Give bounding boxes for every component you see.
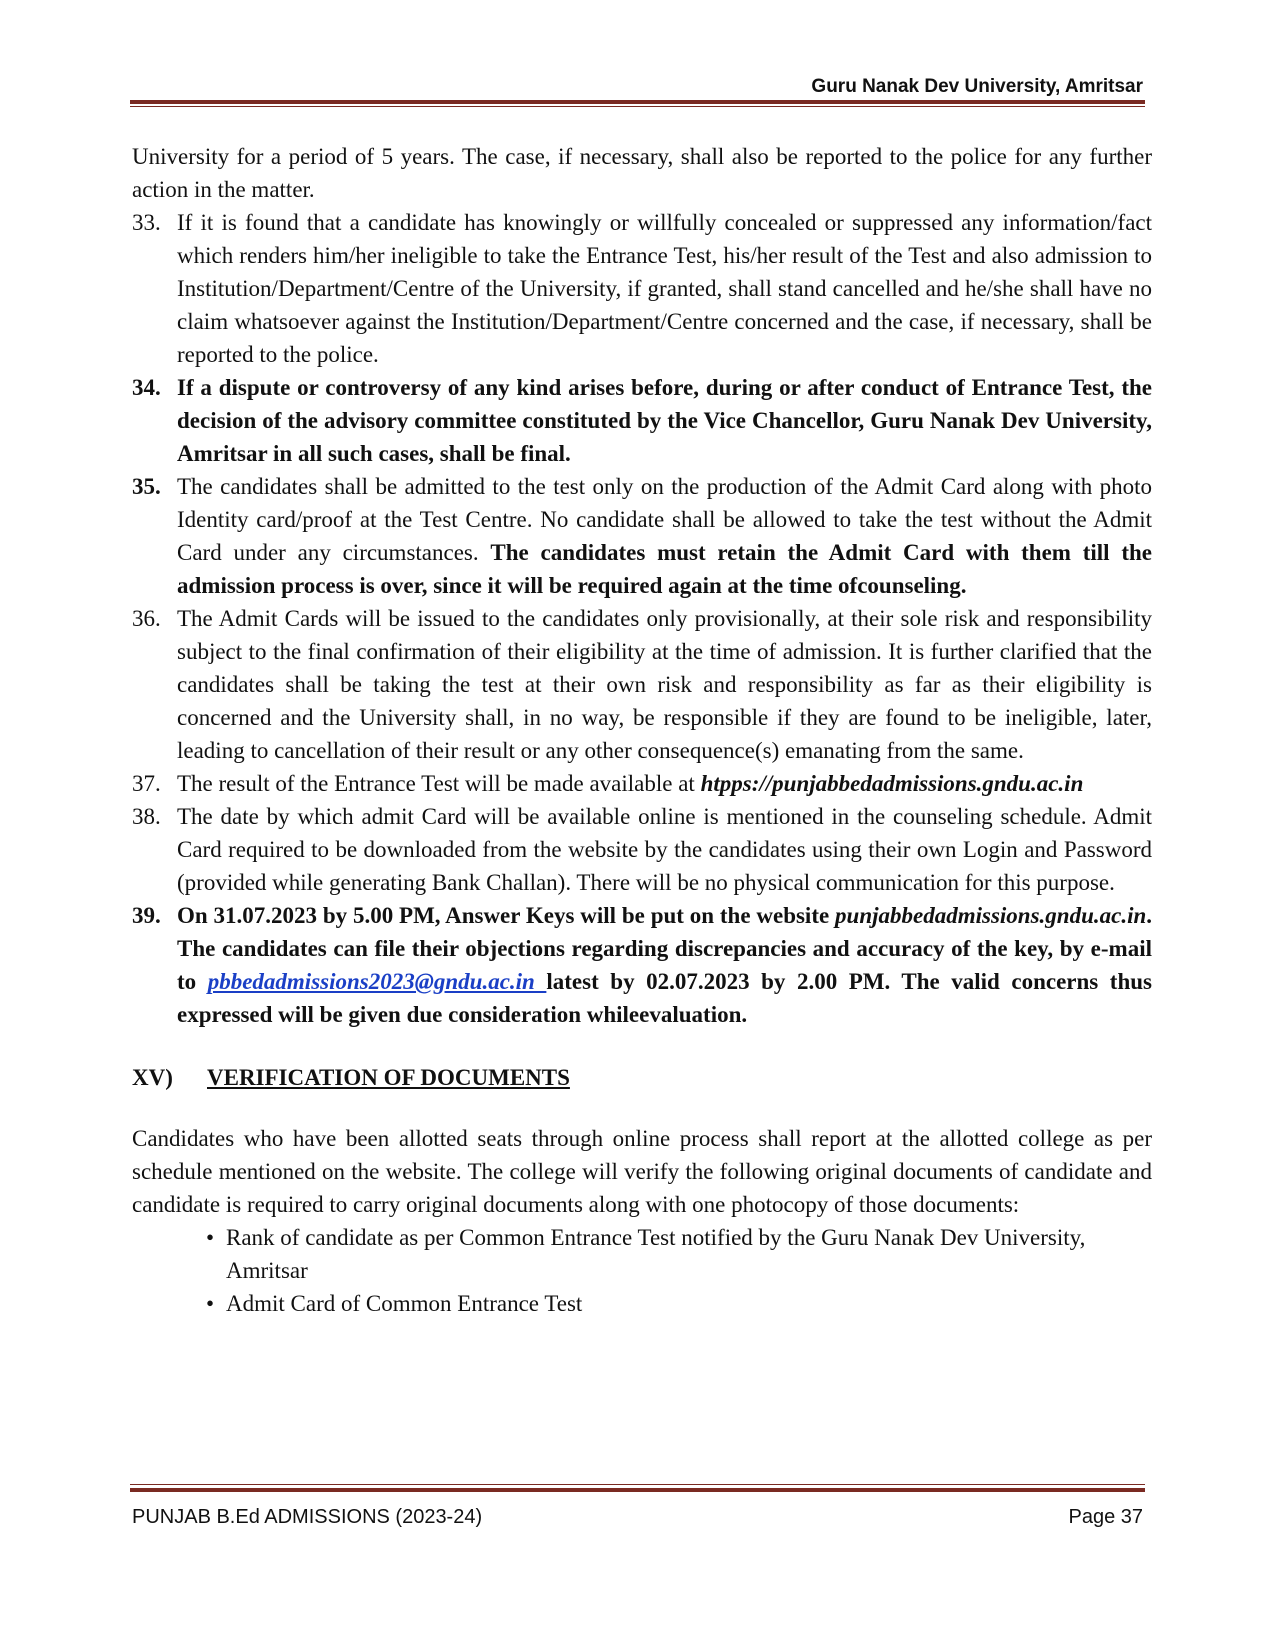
item-number: 38.: [132, 804, 161, 829]
bullet-item: [206, 1221, 1152, 1287]
item-text: If a dispute or controversy of any kind arises before, during or after conduct of Entrance Test, the decision of the advisory committee constituted by the Vice Chancellor, Guru Nanak Dev University, Amritsar in all such cases, shall be final.: [177, 375, 1152, 466]
page-number: Page 37: [1068, 1506, 1143, 1528]
item-number: 34.: [132, 375, 161, 400]
item-number: 36.: [132, 606, 161, 631]
bullet-text: • Admit Card of Common Entrance Test: [226, 1291, 583, 1316]
item-text-plain: The candidates shall be admitted to the test only on the production of the Admit Card along with photo Identity card/proof at the Test Centre. No candidate shall be allowed to take the test without the Admit Card under any circumstances.: [177, 474, 1152, 565]
item-text-a: On 31.07.2023 by 5.00 PM, Answer Keys will be put on the website: [177, 903, 836, 928]
document-body: [132, 140, 1152, 1320]
email-link[interactable]: pbbedadmissions2023@gndu.ac.in: [207, 969, 547, 994]
item-text-emphasis: The candidates must retain the Admit Card with them till the admission process is over, since it will be required again at the time ofcounseling.: [177, 540, 1152, 598]
item-text: [177, 767, 1152, 800]
item-number: 39.: [132, 903, 161, 928]
item-text-c: latest by 02.07.2023 by 2.00 PM. The valid concerns thus expressed will be given due consideration whileevaluation.: [177, 969, 1152, 1027]
header-rule-thin: [130, 106, 1145, 107]
bullet-text: • Rank of candidate as per Common Entrance Test notified by the Guru Nanak Dev University, Amritsar: [226, 1225, 1086, 1283]
website-text: punjabbedadmissions.gndu.ac.in: [835, 903, 1147, 928]
item-number: 33.: [132, 210, 161, 235]
header-rule-thick: [130, 100, 1145, 104]
item-text: The date by which admit Card will be available online is mentioned in the counseling schedule. Admit Card required to be downloaded from the website by the candidates using their own Login and Password (provided while generating Bank Challan). There will be no physical communication for this purpose.: [177, 804, 1152, 895]
section-title: VERIFICATION OF DOCUMENTS: [207, 1065, 570, 1090]
section-heading: [132, 1061, 1152, 1094]
list-item-38: [132, 800, 1152, 899]
section-paragraph: Candidates who have been allotted seats through online process shall report at the allotted college as per schedule mentioned on the website. The college will verify the following original documents of candidate and candidate is required to carry original documents along with one photocopy of those documents:: [132, 1126, 1152, 1217]
list-item-33: [132, 206, 1152, 371]
header-title: Guru Nanak Dev University, Amritsar: [811, 76, 1143, 97]
result-url: htpps://punjabbedadmissions.gndu.ac.in: [700, 771, 1084, 796]
list-item-37: [132, 767, 1152, 800]
document-bullet-list: [132, 1221, 1152, 1320]
page-footer: [0, 1490, 1275, 1540]
list-item-35: [132, 470, 1152, 602]
list-item-34: [132, 371, 1152, 470]
intro-paragraph: University for a period of 5 years. The case, if necessary, shall also be reported to the police for any further action in the matter.: [132, 144, 1152, 202]
section-number: XV): [132, 1065, 173, 1090]
item-text: If it is found that a candidate has knowingly or willfully concealed or suppressed any information/fact which renders him/her ineligible to take the Entrance Test, his/her result of the Test and also admission to Institution/Department/Centre of the University, if granted, shall stand cancelled and he/she shall have no claim whatsoever against the Institution/Department/Centre concerned and the case, if necessary, shall be reported to the police.: [177, 210, 1152, 367]
item-text-b: . The candidates can file their objections regarding discrepancies and accuracy of the key, by e-mail to: [177, 903, 1152, 994]
item-text: [177, 899, 1152, 1031]
item-number: 35.: [132, 474, 161, 499]
list-item-36: [132, 602, 1152, 767]
item-text: [177, 470, 1152, 602]
list-item-39: [132, 899, 1152, 1031]
item-number: 37.: [132, 771, 161, 796]
item-text: The Admit Cards will be issued to the candidates only provisionally, at their sole risk and responsibility subject to the final confirmation of their eligibility at the time of admission. It is further clarified that the candidates shall be taking the test at their own risk and responsibility as far as their eligibility is concerned and the University shall, in no way, be responsible if they are found to be ineligible, later, leading to cancellation of their result or any other consequence(s) emanating from the same.: [177, 606, 1152, 763]
footer-rule-thin: [130, 1484, 1145, 1485]
item-text-plain: The result of the Entrance Test will be made available at: [177, 771, 701, 796]
bullet-item: [206, 1287, 1152, 1320]
footer-title: PUNJAB B.Ed ADMISSIONS (2023-24): [132, 1506, 483, 1528]
